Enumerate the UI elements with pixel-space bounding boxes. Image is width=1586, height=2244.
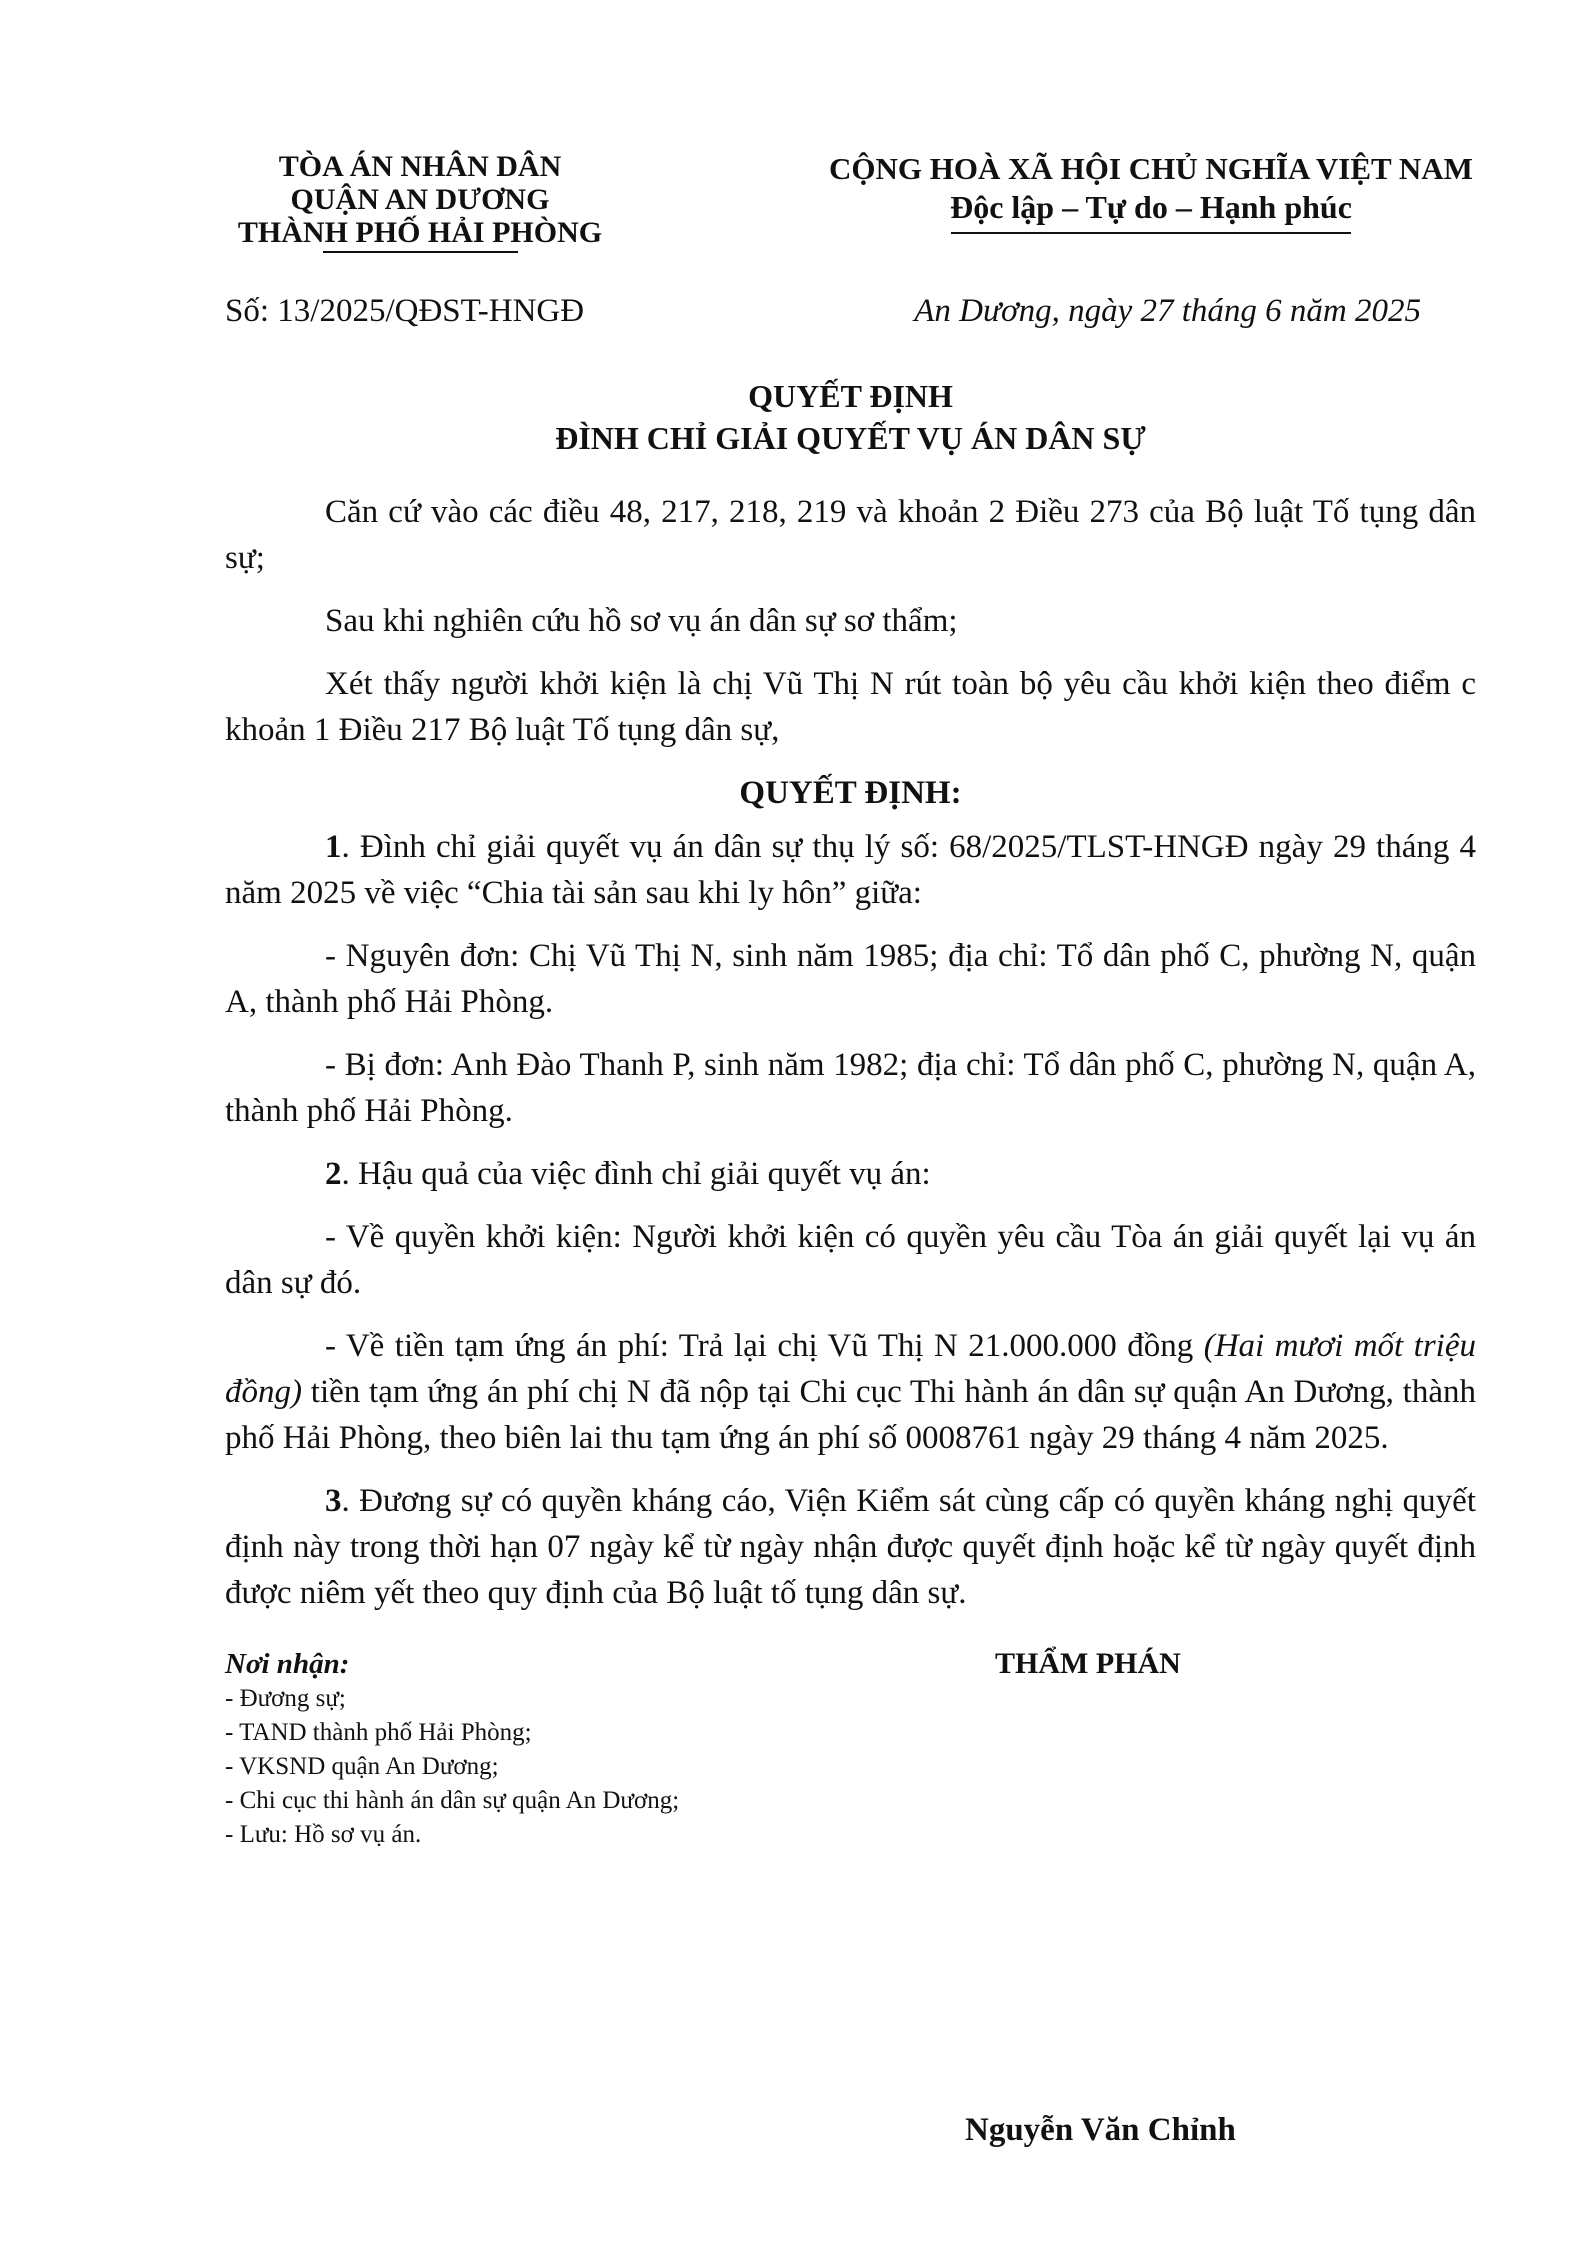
legal-basis-1: Căn cứ vào các điều 48, 217, 218, 219 và khoản 2 Điều 273 của Bộ luật Tố tụng dân sự;	[225, 494, 1476, 576]
item-number: 1	[325, 829, 342, 865]
legal-basis-3: Xét thấy người khởi kiện là chị Vũ Thị N rút toàn bộ yêu cầu khởi kiện theo điểm c khoản 1 Điều 217 Bộ luật Tố tụng dân sự,	[225, 666, 1476, 748]
title-line-1: QUYẾT ĐỊNH	[748, 378, 953, 414]
nation-block	[826, 150, 1476, 253]
fee-text-2: tiền tạm ứng án phí chị N đã nộp tại Chi cục Thi hành án dân sự quận An Dương, thành phố Hải Phòng, theo biên lai thu tạm ứng án phí số 0008761 ngày 29 tháng 4 năm 2025.	[225, 1374, 1476, 1456]
judge-name: Nguyễn Văn Chỉnh	[965, 2112, 1236, 2148]
item-text: . Đương sự có quyền kháng cáo, Viện Kiểm sát cùng cấp có quyền kháng nghị quyết định này trong thời hạn 07 ngày kể từ ngày nhận được quyết định hoặc kể từ ngày quyết định được niêm yết theo quy định của Bộ luật tố tụng dân sự.	[225, 1483, 1476, 1611]
judge-role: THẨM PHÁN	[995, 1647, 1181, 1680]
place-date: An Dương, ngày 27 tháng 6 năm 2025	[914, 293, 1421, 329]
national-motto: Độc lập – Tự do – Hạnh phúc	[950, 189, 1352, 225]
court-underline	[323, 251, 518, 253]
recipient-item: - Chi cục thi hành án dân sự quận An Dương;	[225, 1787, 680, 1814]
recipient-item: - TAND thành phố Hải Phòng;	[225, 1719, 532, 1746]
decision-item-3	[225, 1478, 1476, 1616]
legal-basis-2: Sau khi nghiên cứu hồ sơ vụ án dân sự sơ thẩm;	[325, 603, 958, 639]
decision-heading: QUYẾT ĐỊNH:	[739, 775, 962, 811]
title-line-2: ĐÌNH CHỈ GIẢI QUYẾT VỤ ÁN DÂN SỰ	[555, 420, 1146, 456]
nation-title: CỘNG HOÀ XÃ HỘI CHỦ NGHĨA VIỆT NAM	[829, 151, 1473, 186]
court-fee-refund	[225, 1323, 1476, 1461]
court-name-line-3: THÀNH PHỐ HẢI PHÒNG	[237, 216, 603, 249]
item-number: 2	[325, 1156, 342, 1192]
court-name-line-2: QUẬN AN DƯƠNG	[290, 183, 550, 216]
item-text: . Hậu quả của việc đình chỉ giải quyết vụ án:	[341, 1156, 931, 1192]
item-text: . Đình chỉ giải quyết vụ án dân sự thụ lý số: 68/2025/TLST-HNGĐ ngày 29 tháng 4 năm 2025 về việc “Chia tài sản sau khi ly hôn” giữa:	[225, 829, 1476, 911]
item-number: 3	[325, 1483, 342, 1519]
decision-item-1	[225, 824, 1476, 916]
defendant-info: - Bị đơn: Anh Đào Thanh P, sinh năm 1982; địa chỉ: Tổ dân phố C, phường N, quận A, thành phố Hải Phòng.	[225, 1047, 1476, 1129]
right-to-sue: - Về quyền khởi kiện: Người khởi kiện có quyền yêu cầu Tòa án giải quyết lại vụ án dân sự đó.	[225, 1219, 1476, 1301]
document-number: Số: 13/2025/QĐST-HNGĐ	[225, 293, 585, 329]
document-body	[225, 489, 1476, 1616]
fee-amount-words: (Hai mươi mốt triệu đồng)	[225, 1328, 1476, 1410]
decision-item-2	[225, 1151, 1476, 1197]
recipient-item: - Lưu: Hồ sơ vụ án.	[225, 1821, 422, 1848]
recipient-item: - VKSND quận An Dương;	[225, 1753, 499, 1780]
document-title	[225, 375, 1476, 459]
recipient-item: - Đương sự;	[225, 1685, 346, 1712]
plaintiff-info: - Nguyên đơn: Chị Vũ Thị N, sinh năm 1985; địa chỉ: Tổ dân phố C, phường N, quận A, thành phố Hải Phòng.	[225, 938, 1476, 1020]
reference-line	[225, 293, 1476, 330]
recipients-block	[225, 1646, 925, 2149]
motto-underline	[951, 232, 1351, 234]
document-footer	[225, 1646, 1476, 2149]
court-block	[225, 150, 615, 253]
signature-block	[925, 1646, 1476, 2149]
recipients-heading: Nơi nhận:	[225, 1648, 350, 1680]
court-name-line-1: TÒA ÁN NHÂN DÂN	[278, 150, 562, 183]
document-header	[225, 150, 1476, 253]
fee-text-1: - Về tiền tạm ứng án phí: Trả lại chị Vũ Thị N 21.000.000 đồng	[325, 1328, 1204, 1364]
